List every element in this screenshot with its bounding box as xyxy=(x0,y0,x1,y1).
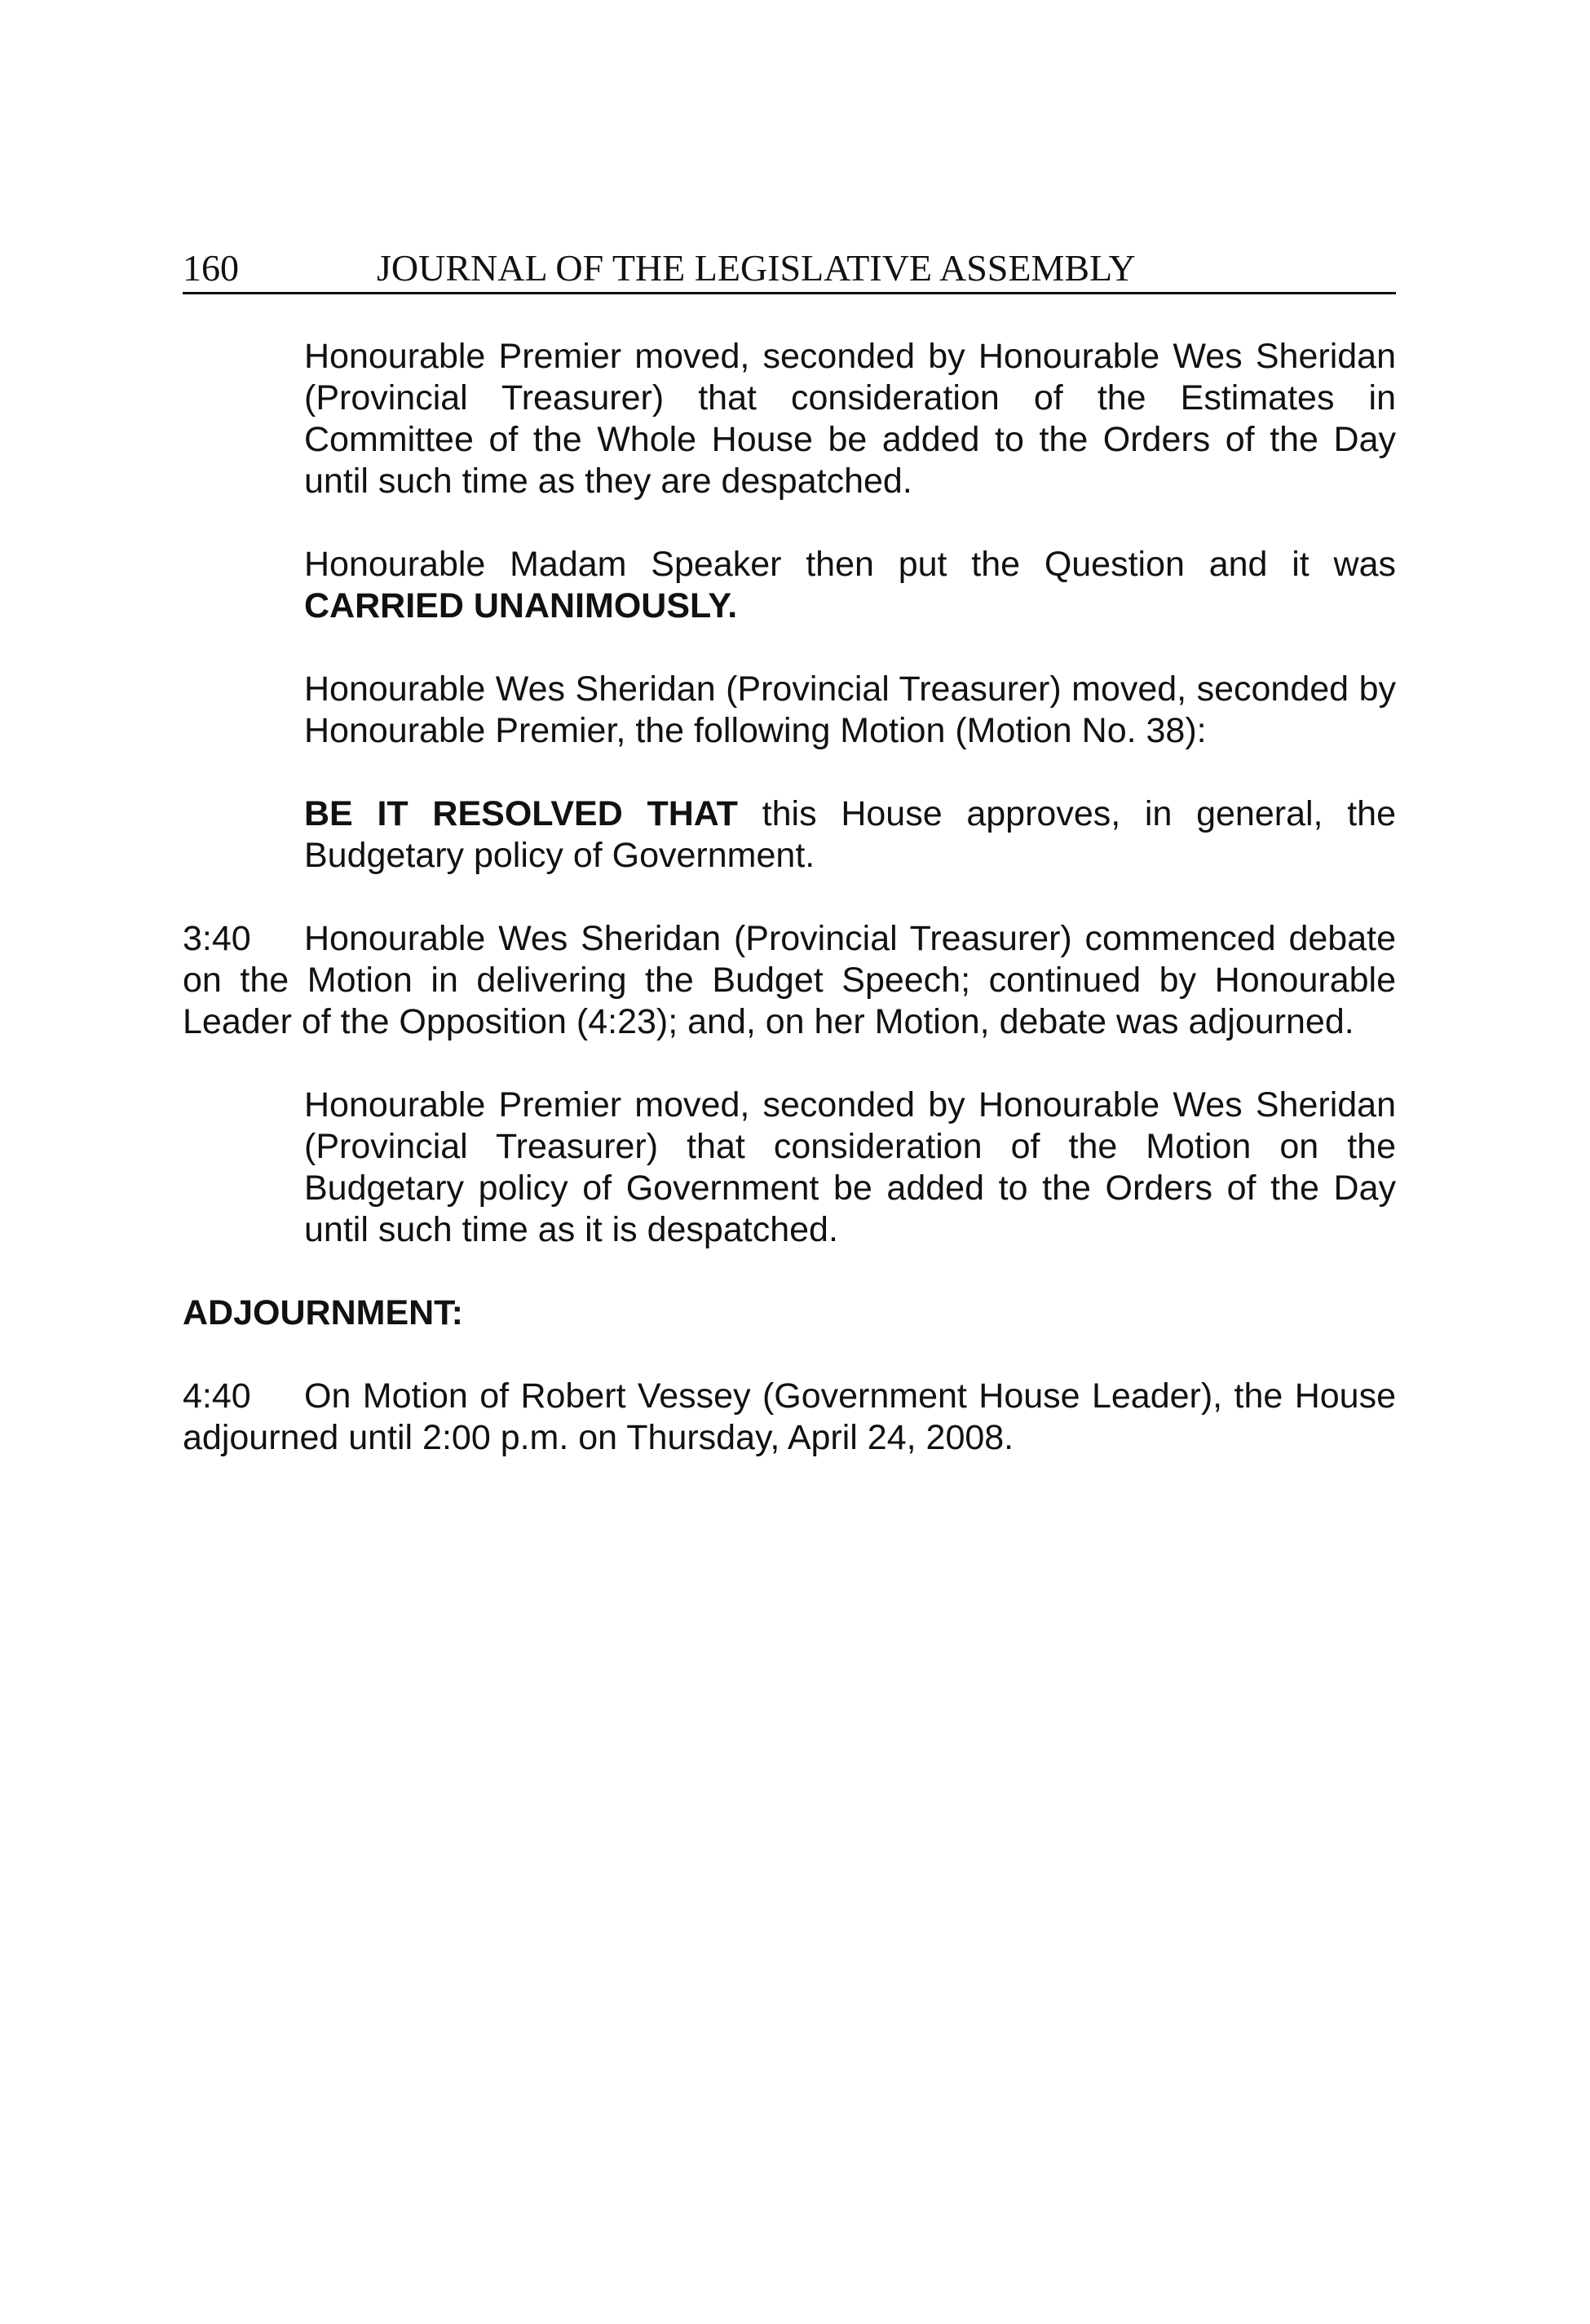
paragraph-question-result xyxy=(304,544,1396,627)
question-text: Honourable Madam Speaker then put the Question and it was xyxy=(304,545,1396,584)
time-stamp: 3:40 xyxy=(183,919,251,958)
paragraph-budget-motion-orders: Honourable Premier moved, seconded by Honourable Wes Sheridan (Provincial Treasurer) that consideration of the Motion on the Budgetary policy of Government be added to the Orders of the Day until such time as it is despatched. xyxy=(304,1085,1396,1249)
paragraph-estimates-motion: Honourable Premier moved, seconded by Honourable Wes Sheridan (Provincial Treasurer) that consideration of the Estimates in Committee of the Whole House be added to the Orders of the Day until such time as they are despatched. xyxy=(304,337,1396,501)
resolution-lead: BE IT RESOLVED THAT xyxy=(304,794,738,833)
adjournment-heading: ADJOURNMENT: xyxy=(183,1293,463,1332)
paragraph-budget-speech xyxy=(183,918,1396,1043)
paragraph-adjournment xyxy=(183,1376,1396,1459)
time-stamp: 4:40 xyxy=(183,1376,251,1416)
carried-unanimously: CARRIED UNANIMOUSLY. xyxy=(304,586,738,625)
budget-speech-text: Honourable Wes Sheridan (Provincial Treasurer) commenced debate on the Motion in delivering the Budget Speech; continued by Honourable Leader of the Opposition (4:23); and, on her Motion, debate was adjourned. xyxy=(183,919,1396,1041)
paragraph-motion-38: Honourable Wes Sheridan (Provincial Treasurer) moved, seconded by Honourable Premier, the following Motion (Motion No. 38): xyxy=(304,669,1396,750)
resolution-text: this House approves, in general, the Budgetary policy of Government. xyxy=(304,794,1396,875)
journal-body xyxy=(183,336,1396,1459)
page-number: 160 xyxy=(183,247,239,289)
paragraph-resolution xyxy=(304,793,1396,877)
journal-title: JOURNAL OF THE LEGISLATIVE ASSEMBLY xyxy=(377,247,1136,289)
running-header xyxy=(183,245,1396,294)
adjournment-text: On Motion of Robert Vessey (Government House Leader), the House adjourned until 2:00 p.m. on Thursday, April 24, 2008. xyxy=(183,1376,1396,1457)
journal-page xyxy=(183,245,1396,1459)
